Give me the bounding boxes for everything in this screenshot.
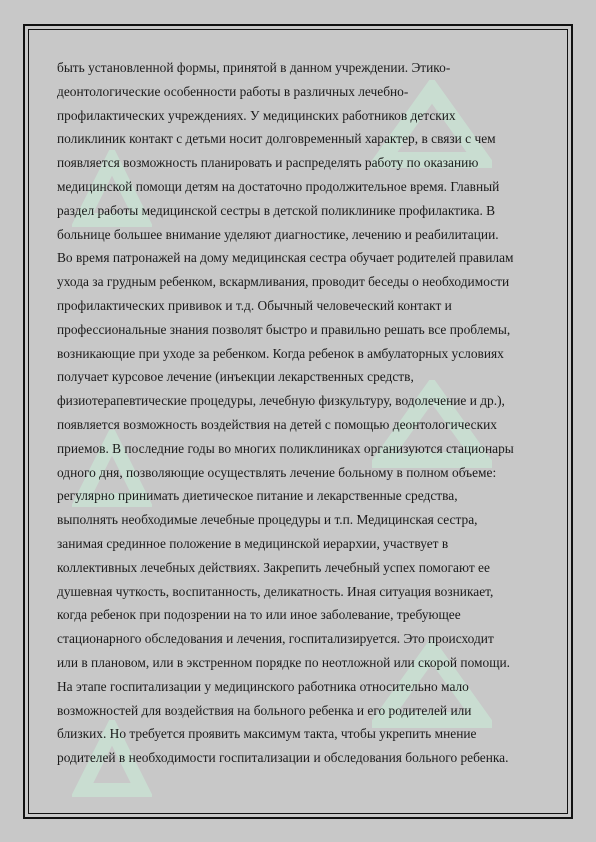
text-line: одного дня, позволяющие осуществлять лечение больному в полном объеме: [57, 464, 497, 480]
text-line: регулярно принимать диетическое питание и лекарственные средства, [57, 488, 458, 504]
text-line: раздел работы медицинской сестры в детской поликлинике профилактика. В [57, 202, 496, 218]
text-line: или в плановом, или в экстренном порядке по неотложной или скорой помощи. [57, 654, 511, 670]
text-line: коллективных лечебных действиях. Закрепить лечебный успех помогают ее [57, 559, 490, 575]
text-line: стационарного обследования и лечения, госпитализируется. Это происходит [57, 631, 494, 647]
text-line: медицинской помощи детям на достаточно продолжительное время. Главный [57, 178, 500, 194]
text-line: возникающие при уходе за ребенком. Когда ребенок в амбулаторных условиях [57, 345, 504, 361]
text-line: Во время патронажей на дому медицинская сестра обучает родителей правилам [57, 250, 514, 266]
text-line: приемов. В последние годы во многих поликлиниках организуются стационары [57, 440, 514, 456]
text-line: близких. Но требуется проявить максимум такта, чтобы укрепить мнение [57, 726, 477, 742]
text-line: На этапе госпитализации у медицинского работника относительно мало [57, 678, 469, 694]
text-line: выполнять необходимые лечебные процедуры и т.п. Медицинская сестра, [57, 512, 478, 528]
text-line: профилактических учреждениях. У медицинских работников детских [57, 107, 456, 123]
text-line: родителей в необходимости госпитализации и обследования больного ребенка. [57, 750, 509, 766]
text-line: профессиональные знания позволят быстро и правильно решать все проблемы, [57, 321, 511, 337]
text-line: физиотерапевтические процедуры, лечебную физкультуру, водолечение и др.), [57, 393, 505, 409]
text-line: профилактических прививок и т.д. Обычный человеческий контакт и [57, 297, 452, 313]
text-line: появляется возможность планировать и распределять работу по оказанию [57, 155, 479, 171]
text-line: быть установленной формы, принятой в данном учреждении. Этико- [57, 60, 451, 75]
text-line: возможностей для воздействия на больного ребенка и его родителей или [57, 702, 472, 718]
text-line: поликлиник контакт с детьми носит долговременный характер, в связи с чем [57, 131, 496, 147]
text-line: появляется возможность воздействия на детей с помощью деонтологических [57, 416, 497, 432]
text-line: когда ребенок при подозрении на то или иное заболевание, требующее [57, 607, 461, 623]
text-line: больнице большее внимание уделяют диагностике, лечению и реабилитации. [57, 226, 499, 242]
text-line: получает курсовое лечение (инъекции лекарственных средств, [57, 369, 414, 385]
document-body [57, 56, 543, 770]
text-line: деонтологические особенности работы в различных лечебно- [57, 83, 409, 99]
text-line: душевная чуткость, воспитанность, деликатность. Иная ситуация возникает, [57, 583, 494, 599]
text-line: занимая срединное положение в медицинской иерархии, участвует в [57, 535, 449, 551]
text-line: ухода за грудным ребенком, вскармливания, проводит беседы о необходимости [57, 274, 510, 290]
